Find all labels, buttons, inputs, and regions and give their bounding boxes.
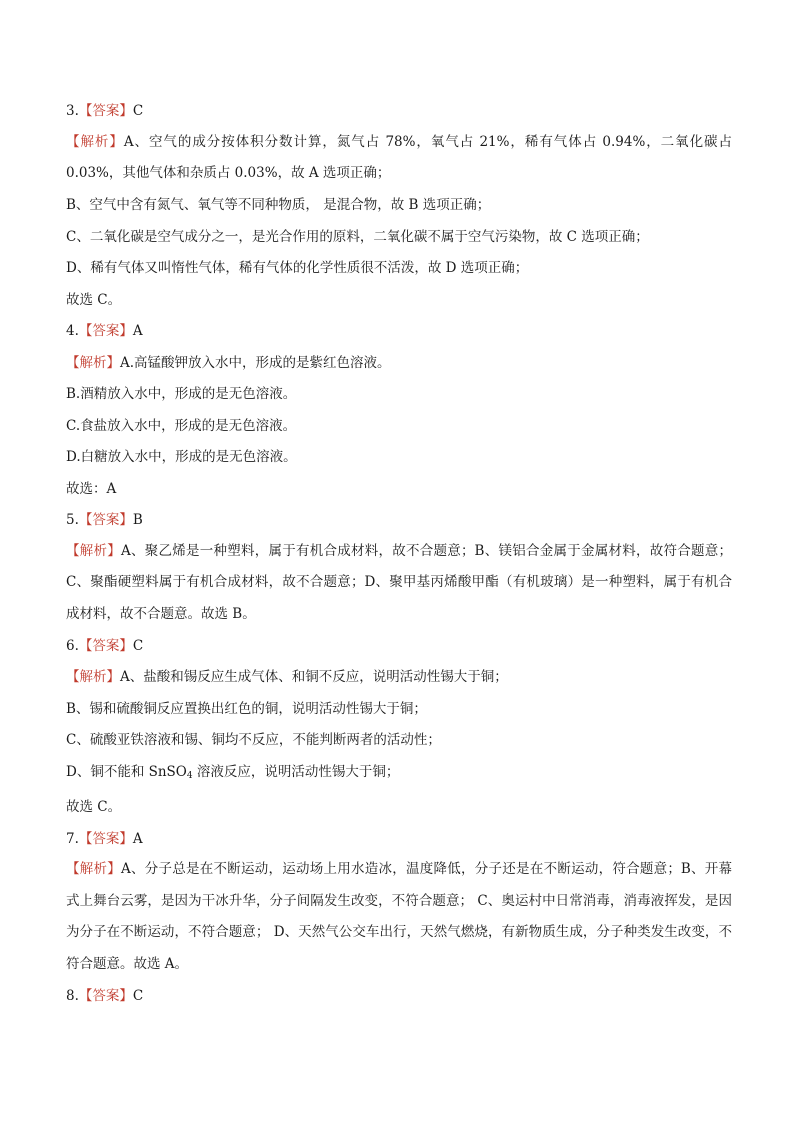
- analysis-tag: 【解析】: [66, 669, 120, 685]
- question-number: 8.: [66, 987, 79, 1004]
- answer-value: C: [132, 637, 144, 654]
- q7-analysis-para: [66, 854, 732, 980]
- q3-line-c: C、二氧化碳是空气成分之一，是光合作用的原料，二氧化碳不属于空气污染物，故 C 选项正确；: [66, 228, 649, 245]
- q3-conclusion: 故选 C。: [66, 291, 122, 308]
- analysis-tag: 【解析】: [66, 133, 124, 150]
- q4-answer-line: [66, 320, 732, 342]
- q3-line-b: B、空气中含有氮气、氧气等不同种物质， 是混合物，故 B 选项正确；: [66, 197, 491, 213]
- q4-line-d: D.白糖放入水中，形成的是无色溶液。: [66, 449, 297, 465]
- q6-line-d: [66, 761, 732, 787]
- answer-value: C: [132, 103, 144, 119]
- answer-tag: 【答案】: [78, 323, 133, 339]
- subscript-4: 4: [186, 770, 193, 781]
- q4-conclusion: 故选：A: [66, 480, 117, 497]
- analysis-text: A、聚乙烯是一种塑料，属于有机合成材料，故不合题意；B、镁铝合金属于金属材料，故符合题意；C、聚酯硬塑料属于有机合成材料，故不合题意；D、聚甲基丙烯酸甲酯（有机玻璃）是一种塑料，属于有机合成材料，故不合题意。故选 B。: [66, 542, 733, 622]
- question-number: 5.: [66, 512, 79, 528]
- analysis-text: A、盐酸和锡反应生成气体、和铜不反应，说明活动性锡大于铜；: [120, 669, 508, 685]
- q4-line-c: C.食盐放入水中，形成的是无色溶液。: [66, 417, 297, 434]
- answer-tag: 【答案】: [78, 830, 133, 847]
- q6-line-c: C、硫酸亚铁溶液和锡、铜均不反应，不能判断两者的活动性；: [66, 732, 441, 748]
- answer-tag: 【答案】: [78, 987, 133, 1004]
- q7-answer-line: [66, 828, 732, 850]
- line-d-text: D、铜不能和 SnSO: [66, 763, 187, 780]
- q4-analysis-line: [66, 352, 732, 374]
- q6-answer-line: [66, 635, 732, 657]
- q6-analysis-line: [66, 666, 732, 688]
- answer-value: A: [132, 830, 143, 847]
- question-number: 7.: [66, 830, 79, 847]
- analysis-tag: 【解析】: [66, 861, 122, 877]
- q4-line-b: B.酒精放入水中，形成的是无色溶液。: [66, 386, 297, 402]
- q5-analysis-para: [66, 536, 732, 631]
- answer-value: B: [132, 512, 143, 528]
- analysis-tag: 【解析】: [66, 354, 120, 371]
- answer-value: C: [132, 987, 144, 1004]
- answer-tag: 【答案】: [78, 637, 133, 654]
- question-number: 3.: [66, 103, 79, 119]
- q3-analysis-para: [66, 127, 732, 190]
- q8-answer-line: [66, 985, 732, 1007]
- q3-line-d: D、稀有气体又叫惰性气体，稀有气体的化学性质很不活泼，故 D 选项正确；: [66, 260, 529, 276]
- answer-tag: 【答案】: [78, 103, 133, 119]
- q6-line-b: B、锡和硫酸铜反应置换出红色的铜，说明活动性锡大于铜；: [66, 700, 427, 717]
- q6-conclusion: 故选 C。: [66, 799, 122, 815]
- analysis-text: A、空气的成分按体积分数计算，氮气占 78%，氧气占 21%，稀有气体占 0.94%，二氧化碳占 0.03%，其他气体和杂质占 0.03%，故 A 选项正确；: [66, 133, 732, 181]
- analysis-text: A、分子总是在不断运动，运动场上用水造冰，温度降低，分子还是在不断运动，符合题意；B、开幕式上舞台云雾，是因为干冰升华，分子间隔发生改变，不符合题意； C、奥运村中日常消毒，消毒液挥发，是因为分子在不断运动，不符合题意； D、天然气公交车出行，天然气燃烧，有新物质生成，分子种类发生改变，不符合题意。故选 A。: [66, 861, 733, 972]
- q3-answer-line: [66, 100, 732, 122]
- answer-content: [66, 100, 732, 1016]
- answer-value: A: [132, 323, 143, 339]
- line-d-text-rest: 溶液反应，说明活动性锡大于铜；: [192, 763, 400, 780]
- answer-tag: 【答案】: [78, 512, 133, 528]
- question-number: 6.: [66, 637, 79, 654]
- analysis-tag: 【解析】: [66, 542, 122, 559]
- question-number: 4.: [66, 323, 79, 339]
- q5-answer-line: [66, 509, 732, 531]
- analysis-text: A.高锰酸钾放入水中，形成的是紫红色溶液。: [120, 354, 391, 371]
